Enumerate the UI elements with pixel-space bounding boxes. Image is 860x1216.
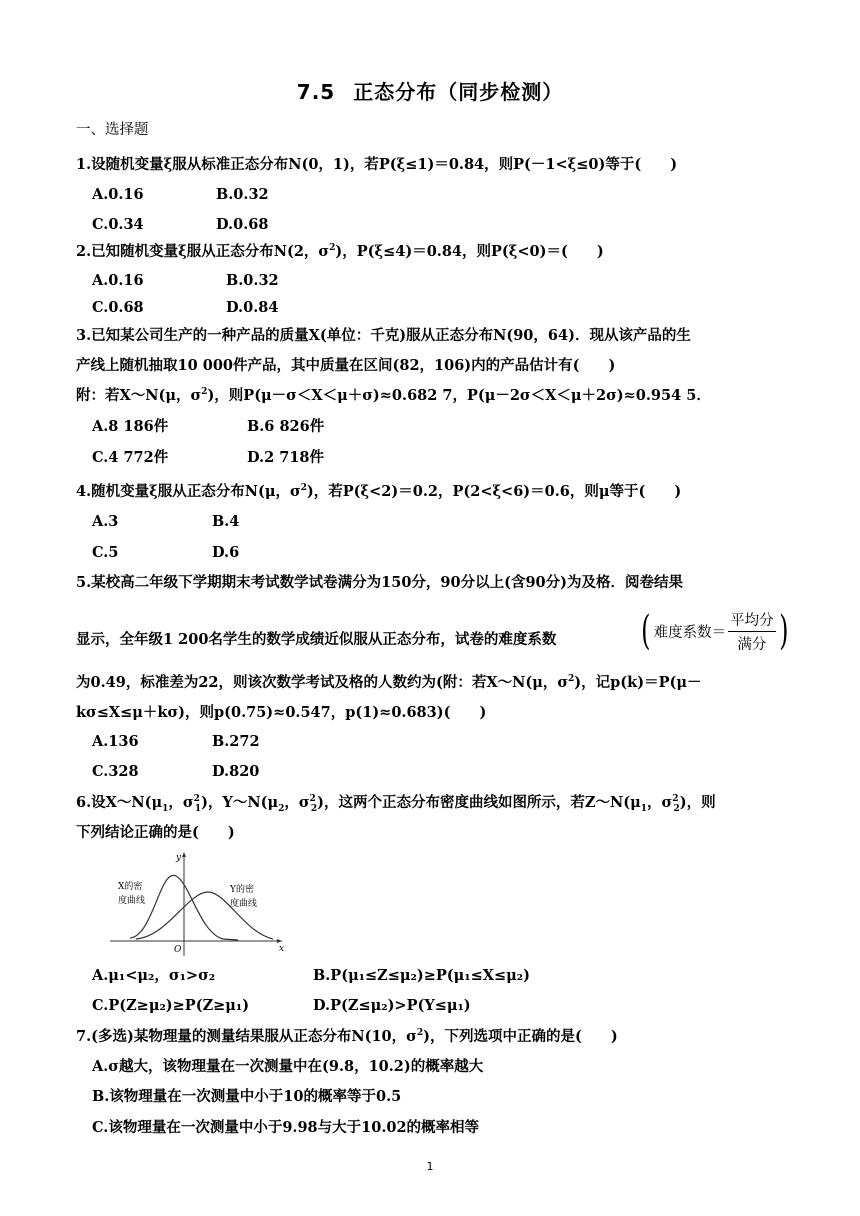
q5-line3: 为0.49，标准差为22，则该次数学考试及格的人数约为(附：若X～N(μ，$\sigma^2$)，记p(k)＝P(μ－ — [76, 674, 702, 691]
title-text: 正态分布（同步检测） — [353, 80, 564, 104]
q5-option-c: C.328 — [92, 763, 139, 780]
q1-stem: 1.设随机变量ξ服从标准正态分布N(0，1)，若P(ξ≤1)＝0.84，则P(－1<ξ≤0)等于( ) — [76, 156, 678, 173]
q6-option-b: B.P(μ₁≤Z≤μ₂)≥P(μ₁≤X≤μ₂) — [313, 967, 530, 984]
q5-option-d: D.820 — [212, 763, 260, 780]
q4-option-c: C.5 — [92, 544, 119, 561]
q4-option-d: D.6 — [212, 544, 240, 561]
x-axis-arrow — [277, 939, 282, 943]
q5-line1: 5.某校高二年级下学期期末考试数学试卷满分为150分，90分以上(含90分)为及格．阅卷结果 — [76, 574, 683, 591]
x-curve-label-2: 度曲线 — [118, 896, 146, 906]
q3-note: 附：若X～N(μ，$\sigma^2$)，则P(μ－σ＜X＜μ＋σ)≈0.682 7，P(μ－2σ＜X＜μ＋2σ)≈0.954 5． — [76, 387, 711, 404]
q3-option-a: A.8 186件 — [92, 418, 169, 435]
q3-line2: 产线上随机抽取10 000件产品，其中质量在区间(82，106)内的产品估计有( ) — [76, 357, 616, 374]
q3-line1: 3.已知某公司生产的一种产品的质量X(单位：千克)服从正态分布N(90，64)．现从该产品的生 — [76, 327, 691, 344]
q7-stem: 7.(多选)某物理量的测量结果服从正态分布N(10，$\sigma^2$)，下列选项中正确的是( ) — [76, 1028, 618, 1045]
q4-stem: 4.随机变量ξ服从正态分布N(μ，$\sigma^2$)，若P(ξ<2)＝0.2，P(2<ξ<6)＝0.6，则μ等于( ) — [76, 483, 682, 500]
q6-line2: 下列结论正确的是( ) — [76, 824, 235, 841]
q5-line2: 显示，全年级1 200名学生的数学成绩近似服从正态分布，试卷的难度系数 — [76, 631, 557, 648]
y-curve-label-2: 度曲线 — [230, 899, 258, 909]
q7-option-c: C.该物理量在一次测量中小于9.98与大于10.02的概率相等 — [92, 1119, 480, 1136]
q5-option-a: A.136 — [92, 733, 139, 750]
q5-option-b: B.272 — [212, 733, 260, 750]
q2-option-c: C.0.68 — [92, 299, 144, 316]
origin-label: O — [174, 945, 182, 955]
q6-option-d: D.P(Z≤μ₂)>P(Y≤μ₁) — [313, 997, 471, 1014]
title-number: 7.5 — [296, 80, 336, 104]
x-axis-label: x — [279, 944, 285, 954]
page-number: 1 — [426, 1160, 434, 1173]
page-title — [0, 76, 860, 105]
q1-option-b: B.0.32 — [216, 186, 269, 203]
q2-option-a: A.0.16 — [92, 272, 144, 289]
y-curve-label-1: Y的密 — [230, 885, 254, 895]
q1-option-a: A.0.16 — [92, 186, 144, 203]
q3-option-d: D.2 718件 — [247, 449, 325, 466]
q2-stem: 2.已知随机变量ξ服从正态分布N(2，$\sigma^2$)，P(ξ≤4)＝0.84，则P(ξ<0)＝( ) — [76, 243, 604, 260]
q3-option-b: B.6 826件 — [247, 418, 325, 435]
q1-option-d: D.0.68 — [216, 216, 269, 233]
q2-option-b: B.0.32 — [226, 272, 279, 289]
q4-option-b: B.4 — [212, 513, 240, 530]
section-heading: 一、选择题 — [76, 122, 149, 138]
x-curve-label-1: X的密 — [118, 882, 143, 892]
q3-option-c: C.4 772件 — [92, 449, 169, 466]
q6-option-a: A.μ₁<μ₂，σ₁>σ₂ — [92, 967, 216, 984]
q2-option-d: D.0.84 — [226, 299, 279, 316]
q7-option-b: B.该物理量在一次测量中小于10的概率等于0.5 — [92, 1088, 402, 1105]
q1-option-c: C.0.34 — [92, 216, 144, 233]
q6-line1: 6.设$X\sim N(\mu_1$，$\sigma^2_1$)，$Y\sim N(\mu_2$，$\sigma^2_2$)，这两个正态分布密度曲线如图所示，若$Z\sim N(\mu_1$，$\sigma^2_2$)，则 — [76, 794, 716, 814]
y-axis-label: y — [176, 853, 182, 863]
difficulty-formula: ( 难度系数＝ $\frac{\text{平均分}}{\text{满分}}$ ) — [641, 608, 789, 654]
q7-option-a: A.σ越大，该物理量在一次测量中在(9.8，10.2)的概率越大 — [92, 1058, 484, 1075]
q6-option-c: C.P(Z≥μ₂)≥P(Z≥μ₁) — [92, 997, 250, 1014]
y-axis-arrow — [182, 852, 186, 857]
q4-option-a: A.3 — [92, 513, 119, 530]
q5-line4: kσ≤X≤μ＋kσ)，则p(0.75)≈0.547，p(1)≈0.683)( ) — [76, 704, 487, 721]
normal-density-curves-figure — [108, 848, 288, 958]
